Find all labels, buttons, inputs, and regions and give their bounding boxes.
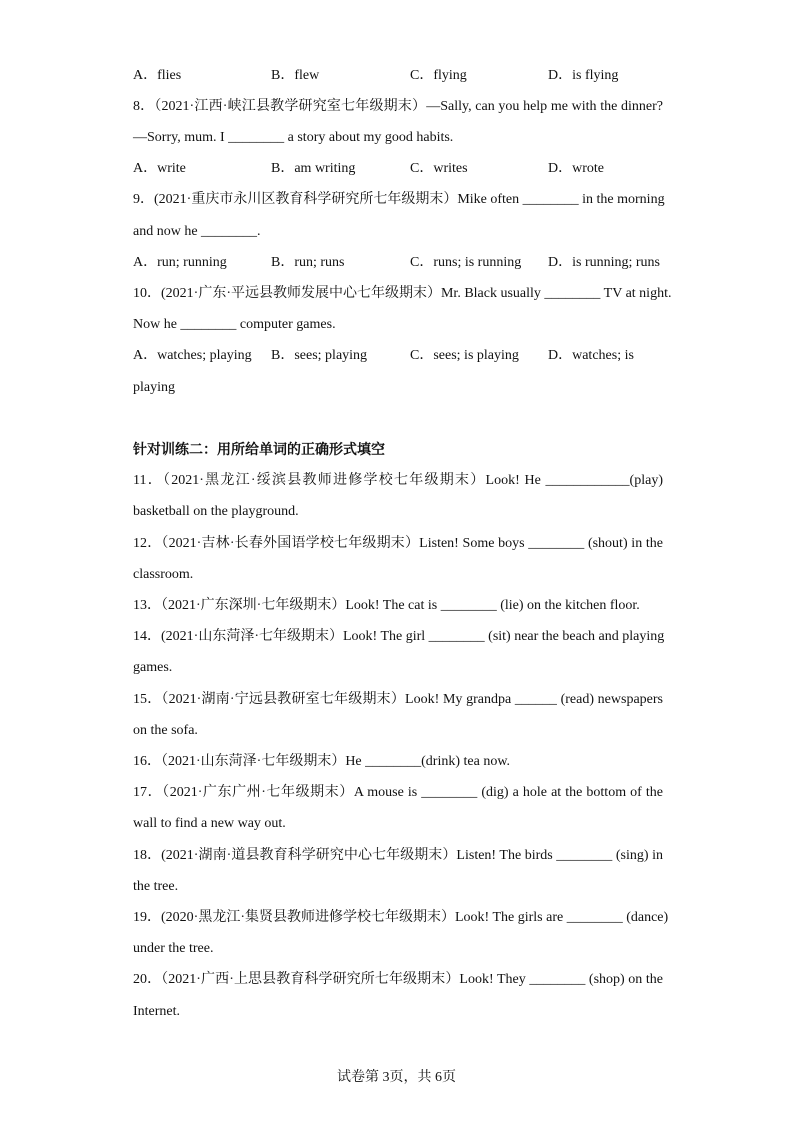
q9-stem-line1: 9．(2021·重庆市永川区教育科学研究所七年级期末）Mike often ________ in the morning — [133, 192, 665, 207]
q8-option-d: D．wrote — [548, 161, 604, 176]
fill-item-12-line1: 12．（2021·吉林·长春外国语学校七年级期末）Listen! Some boys ________ (shout) in the — [133, 536, 663, 551]
page-footer: 试卷第 3页，共 6页 — [337, 1070, 456, 1085]
fill-item-13-line1: 13．（2021·广东深圳·七年级期末）Look! The cat is ________ (lie) on the kitchen floor. — [133, 598, 640, 613]
q8-option-c: C．writes — [410, 161, 468, 176]
fill-item-18-line2: the tree. — [133, 879, 179, 894]
fill-item-16-line1: 16．（2021·山东菏泽·七年级期末）He ________(drink) tea now. — [133, 754, 511, 769]
fill-item-20-line2: Internet. — [133, 1004, 181, 1019]
q9-stem-line2: and now he ________. — [133, 224, 261, 239]
fill-item-20-line1: 20．（2021·广西·上思县教育科学研究所七年级期末）Look! They ________ (shop) on the — [133, 972, 663, 987]
q8-stem-line1: 8．（2021·江西·峡江县教学研究室七年级期末）—Sally, can you help me with the dinner? — [133, 99, 663, 114]
q10-option-a: A．watches; playing — [133, 348, 252, 363]
q10-option-d-wrap: playing — [133, 380, 175, 395]
fill-item-19-line2: under the tree. — [133, 941, 214, 956]
q7-option-c: C．flying — [410, 68, 467, 83]
q9-option-d: D．is running; runs — [548, 255, 660, 270]
q8-stem-line2: —Sorry, mum. I ________ a story about my good habits. — [133, 130, 454, 145]
fill-item-19-line1: 19．(2020·黑龙江·集贤县教师进修学校七年级期末）Look! The girls are ________ (dance) — [133, 910, 669, 925]
q10-stem-line2: Now he ________ computer games. — [133, 317, 336, 332]
q10-option-d: D．watches; is — [548, 348, 634, 363]
q7-option-d: D．is flying — [548, 68, 619, 83]
fill-item-15-line2: on the sofa. — [133, 723, 198, 738]
q7-option-b: B．flew — [271, 68, 320, 83]
q10-option-b: B．sees; playing — [271, 348, 368, 363]
section-heading: 针对训练二：用所给单词的正确形式填空 — [133, 442, 385, 458]
fill-item-12-line2: classroom. — [133, 567, 194, 582]
q10-option-c: C．sees; is playing — [410, 348, 519, 363]
fill-item-18-line1: 18．(2021·湖南·道县教育科学研究中心七年级期末）Listen! The birds ________ (sing) in — [133, 848, 663, 863]
fill-item-15-line1: 15．（2021·湖南·宁远县教研室七年级期末）Look! My grandpa ______ (read) newspapers — [133, 692, 663, 707]
q9-option-c: C．runs; is running — [410, 255, 522, 270]
q9-option-b: B．run; runs — [271, 255, 345, 270]
fill-item-14-line1: 14．(2021·山东菏泽·七年级期末）Look! The girl ________ (sit) near the beach and playing — [133, 629, 665, 644]
q7-option-a: A．flies — [133, 68, 182, 83]
fill-item-14-line2: games. — [133, 660, 173, 675]
q8-option-a: A．write — [133, 161, 186, 176]
q10-stem-line1: 10．(2021·广东·平远县教师发展中心七年级期末）Mr. Black usually ________ TV at night. — [133, 286, 672, 301]
fill-item-17-line2: wall to find a new way out. — [133, 816, 286, 831]
fill-item-11-line2: basketball on the playground. — [133, 504, 299, 519]
q9-option-a: A．run; running — [133, 255, 227, 270]
fill-item-17-line1: 17．（2021·广东广州·七年级期末）A mouse is ________ (dig) a hole at the bottom of the — [133, 785, 663, 800]
q8-option-b: B．am writing — [271, 161, 356, 176]
fill-item-11-line1: 11．（2021·黑龙江·绥滨县教师进修学校七年级期末）Look! He ____________(play) — [133, 473, 663, 488]
